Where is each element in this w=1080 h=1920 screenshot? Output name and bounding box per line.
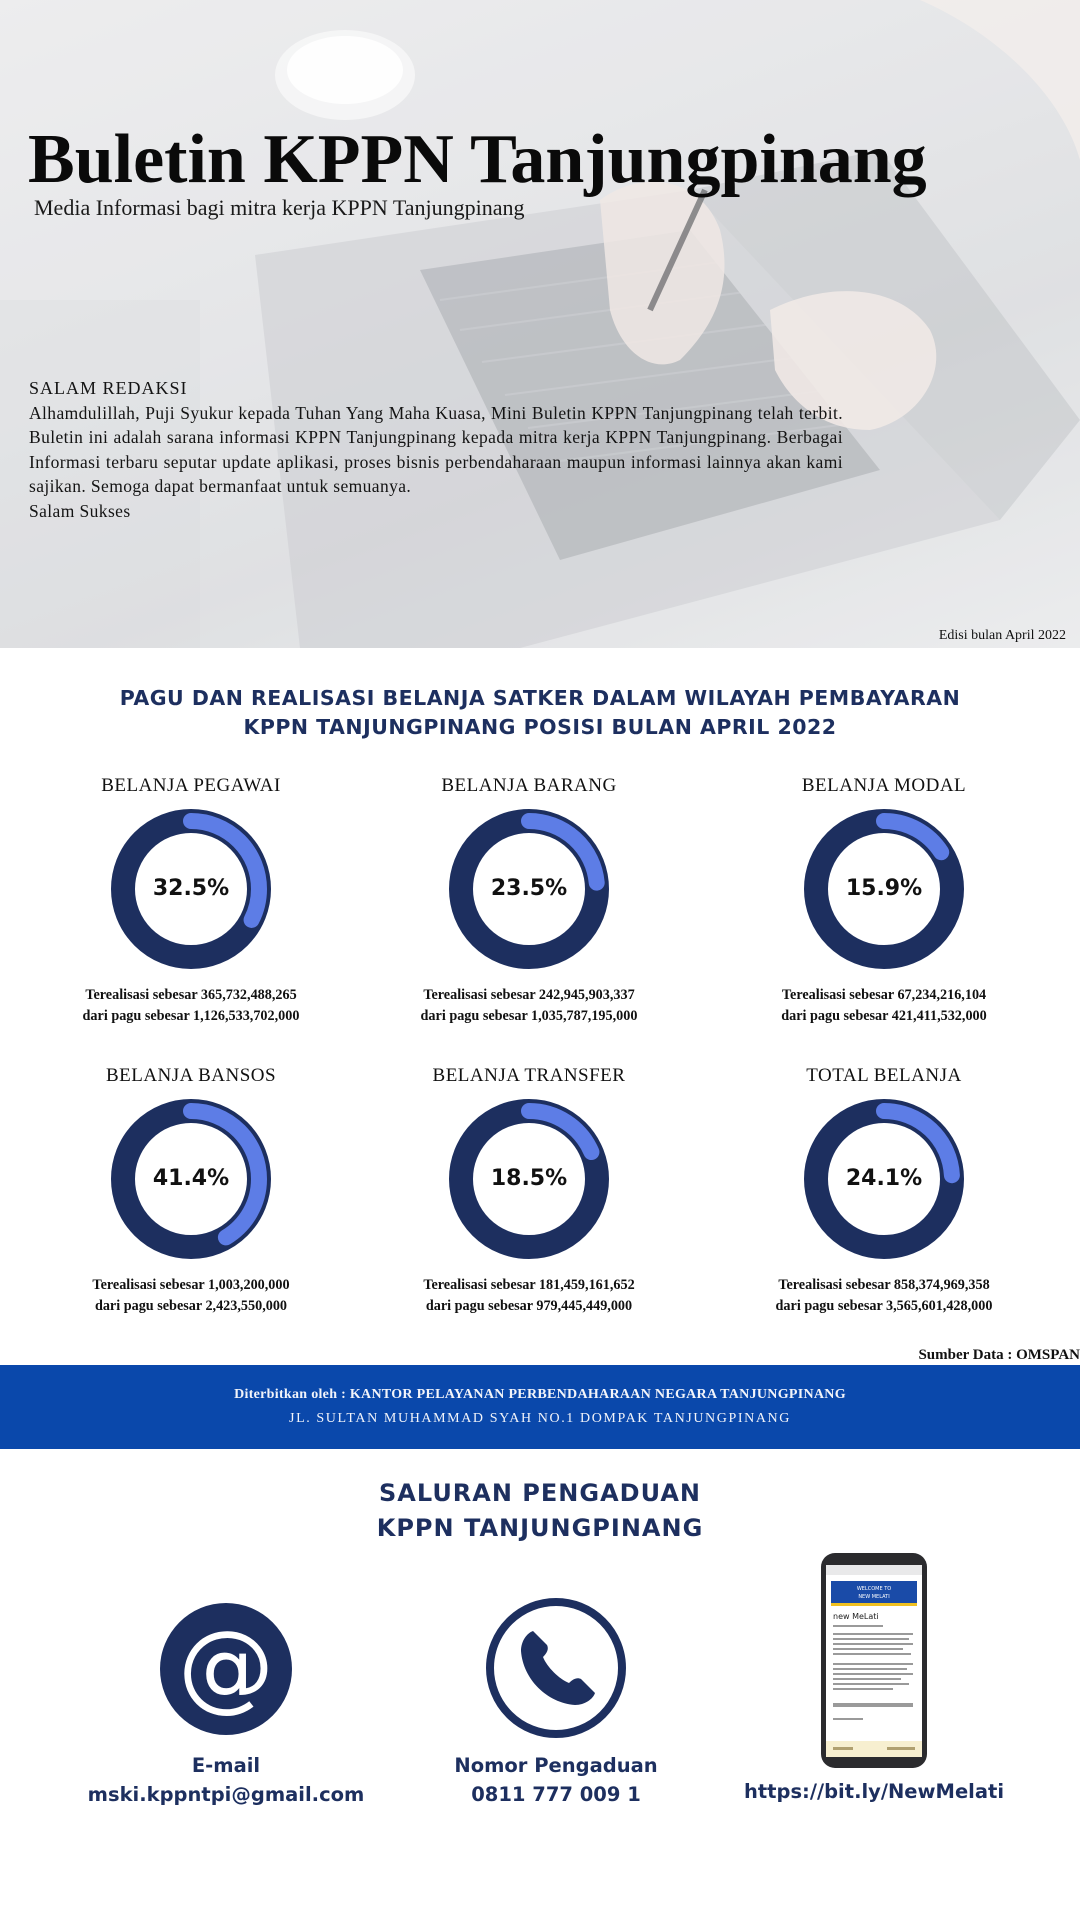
contact-title-line1: SALURAN PENGADUAN	[379, 1479, 701, 1507]
pagu-title-line1: PAGU DAN REALISASI BELANJA SATKER DALAM WILAYAH PEMBAYARAN	[119, 686, 961, 710]
publisher-banner	[0, 1365, 1080, 1449]
email-label: E-mail	[191, 1754, 261, 1777]
donut-percent-label: 32.5%	[152, 876, 230, 901]
salam-redaksi	[29, 376, 843, 523]
donut-percent-label: 23.5%	[490, 876, 568, 901]
pagu-amount: dari pagu sebesar 3,565,601,428,000	[775, 1298, 993, 1314]
realisasi-amount: Terealisasi sebesar 67,234,216,104	[781, 987, 987, 1003]
budget-card-title: BELANJA BANSOS	[105, 1065, 277, 1086]
budget-card-caption	[41, 1275, 341, 1317]
pagu-amount: dari pagu sebesar 1,035,787,195,000	[420, 1008, 638, 1024]
pagu-title-line2: KPPN TANJUNGPINANG POSISI BULAN APRIL 2022	[243, 715, 837, 739]
phone-screen-banner-line1: WELCOME TO	[856, 1586, 892, 1592]
phone-label: Nomor Pengaduan	[454, 1754, 658, 1777]
bulletin-subtitle: Media Informasi bagi mitra kerja KPPN Tanjungpinang	[34, 195, 525, 220]
realisasi-amount: Terealisasi sebesar 242,945,903,337	[423, 987, 635, 1003]
donut-percent-label: 15.9%	[845, 876, 923, 901]
budget-card-caption	[734, 985, 1034, 1027]
donut-percent-label: 24.1%	[845, 1166, 923, 1191]
budget-donut	[801, 806, 967, 972]
donut-percent-label: 41.4%	[152, 1166, 230, 1191]
realisasi-amount: Terealisasi sebesar 365,732,488,265	[85, 987, 297, 1003]
phone-handset-icon	[485, 1597, 627, 1739]
svg-text:@: @	[178, 1610, 274, 1722]
contact-title-line2: KPPN TANJUNGPINANG	[376, 1514, 704, 1542]
budget-card-caption	[379, 1275, 679, 1317]
budget-donut	[446, 806, 612, 972]
budget-card-title: BELANJA PEGAWAI	[101, 775, 281, 796]
phone-contact[interactable]	[400, 1751, 712, 1809]
phone-screen-banner-line2: NEW MELATI	[858, 1594, 890, 1600]
donut-percent-label: 18.5%	[490, 1166, 568, 1191]
budget-card-title: BELANJA BARANG	[441, 775, 617, 796]
publisher-name: Diterbitkan oleh : KANTOR PELAYANAN PERBENDAHARAAN NEGARA TANJUNGPINANG	[234, 1387, 846, 1402]
contact-section-title	[0, 1476, 1080, 1546]
budget-donut	[108, 1096, 274, 1262]
realisasi-amount: Terealisasi sebesar 858,374,969,358	[778, 1277, 990, 1293]
budget-card-title: TOTAL BELANJA	[806, 1065, 962, 1086]
pagu-amount: dari pagu sebesar 1,126,533,702,000	[82, 1008, 300, 1024]
pagu-amount: dari pagu sebesar 979,445,449,000	[425, 1298, 633, 1314]
pagu-section-title	[0, 684, 1080, 742]
hero-banner	[0, 0, 1080, 648]
redaksi-closing: Salam Sukses	[29, 500, 131, 521]
email-address-link[interactable]: mski.kppntpi@gmail.com	[87, 1783, 365, 1806]
budget-card-title: BELANJA TRANSFER	[432, 1065, 626, 1086]
phone-screen-app-title: new MeLati	[833, 1612, 879, 1621]
pagu-amount: dari pagu sebesar 421,411,532,000	[781, 1008, 987, 1024]
budget-donut	[108, 806, 274, 972]
pagu-amount: dari pagu sebesar 2,423,550,000	[94, 1298, 288, 1314]
budget-card-caption	[41, 985, 341, 1027]
publisher-address: JL. SULTAN MUHAMMAD SYAH NO.1 DOMPAK TANJUNGPINANG	[289, 1411, 791, 1426]
at-sign-icon	[160, 1603, 292, 1735]
phone-number-link[interactable]: 0811 777 009 1	[471, 1783, 641, 1806]
hero-background-photo	[0, 0, 1080, 648]
redaksi-heading: SALAM REDAKSI	[29, 378, 188, 398]
budget-donut	[801, 1096, 967, 1262]
website-link[interactable]: https://bit.ly/NewMelati	[743, 1780, 1005, 1803]
realisasi-amount: Terealisasi sebesar 181,459,161,652	[423, 1277, 635, 1293]
realisasi-amount: Terealisasi sebesar 1,003,200,000	[92, 1277, 290, 1293]
smartphone-screenshot	[821, 1553, 927, 1768]
bulletin-title: Buletin KPPN Tanjungpinang	[28, 121, 927, 198]
edition-label: Edisi bulan April 2022	[938, 628, 1066, 643]
budget-donut	[446, 1096, 612, 1262]
budget-card-caption	[734, 1275, 1034, 1317]
budget-card-caption	[379, 985, 679, 1027]
budget-card-title: BELANJA MODAL	[801, 775, 967, 796]
data-source: Sumber Data : OMSPAN	[918, 1347, 1080, 1363]
email-contact[interactable]	[60, 1751, 392, 1809]
redaksi-body: Alhamdulillah, Puji Syukur kepada Tuhan Yang Maha Kuasa, Mini Buletin KPPN Tanjungpinang telah terbit. Buletin ini adalah sarana informasi KPPN Tanjungpinang kepada mitra kerja KPPN Tanjungpinang. Berbagai Informasi terbaru seputar update aplikasi, proses bisnis perbendaharaan maupun informasi lainnya akan kami sajikan. Semoga dapat bermanfaat untuk semuanya.	[29, 402, 843, 496]
